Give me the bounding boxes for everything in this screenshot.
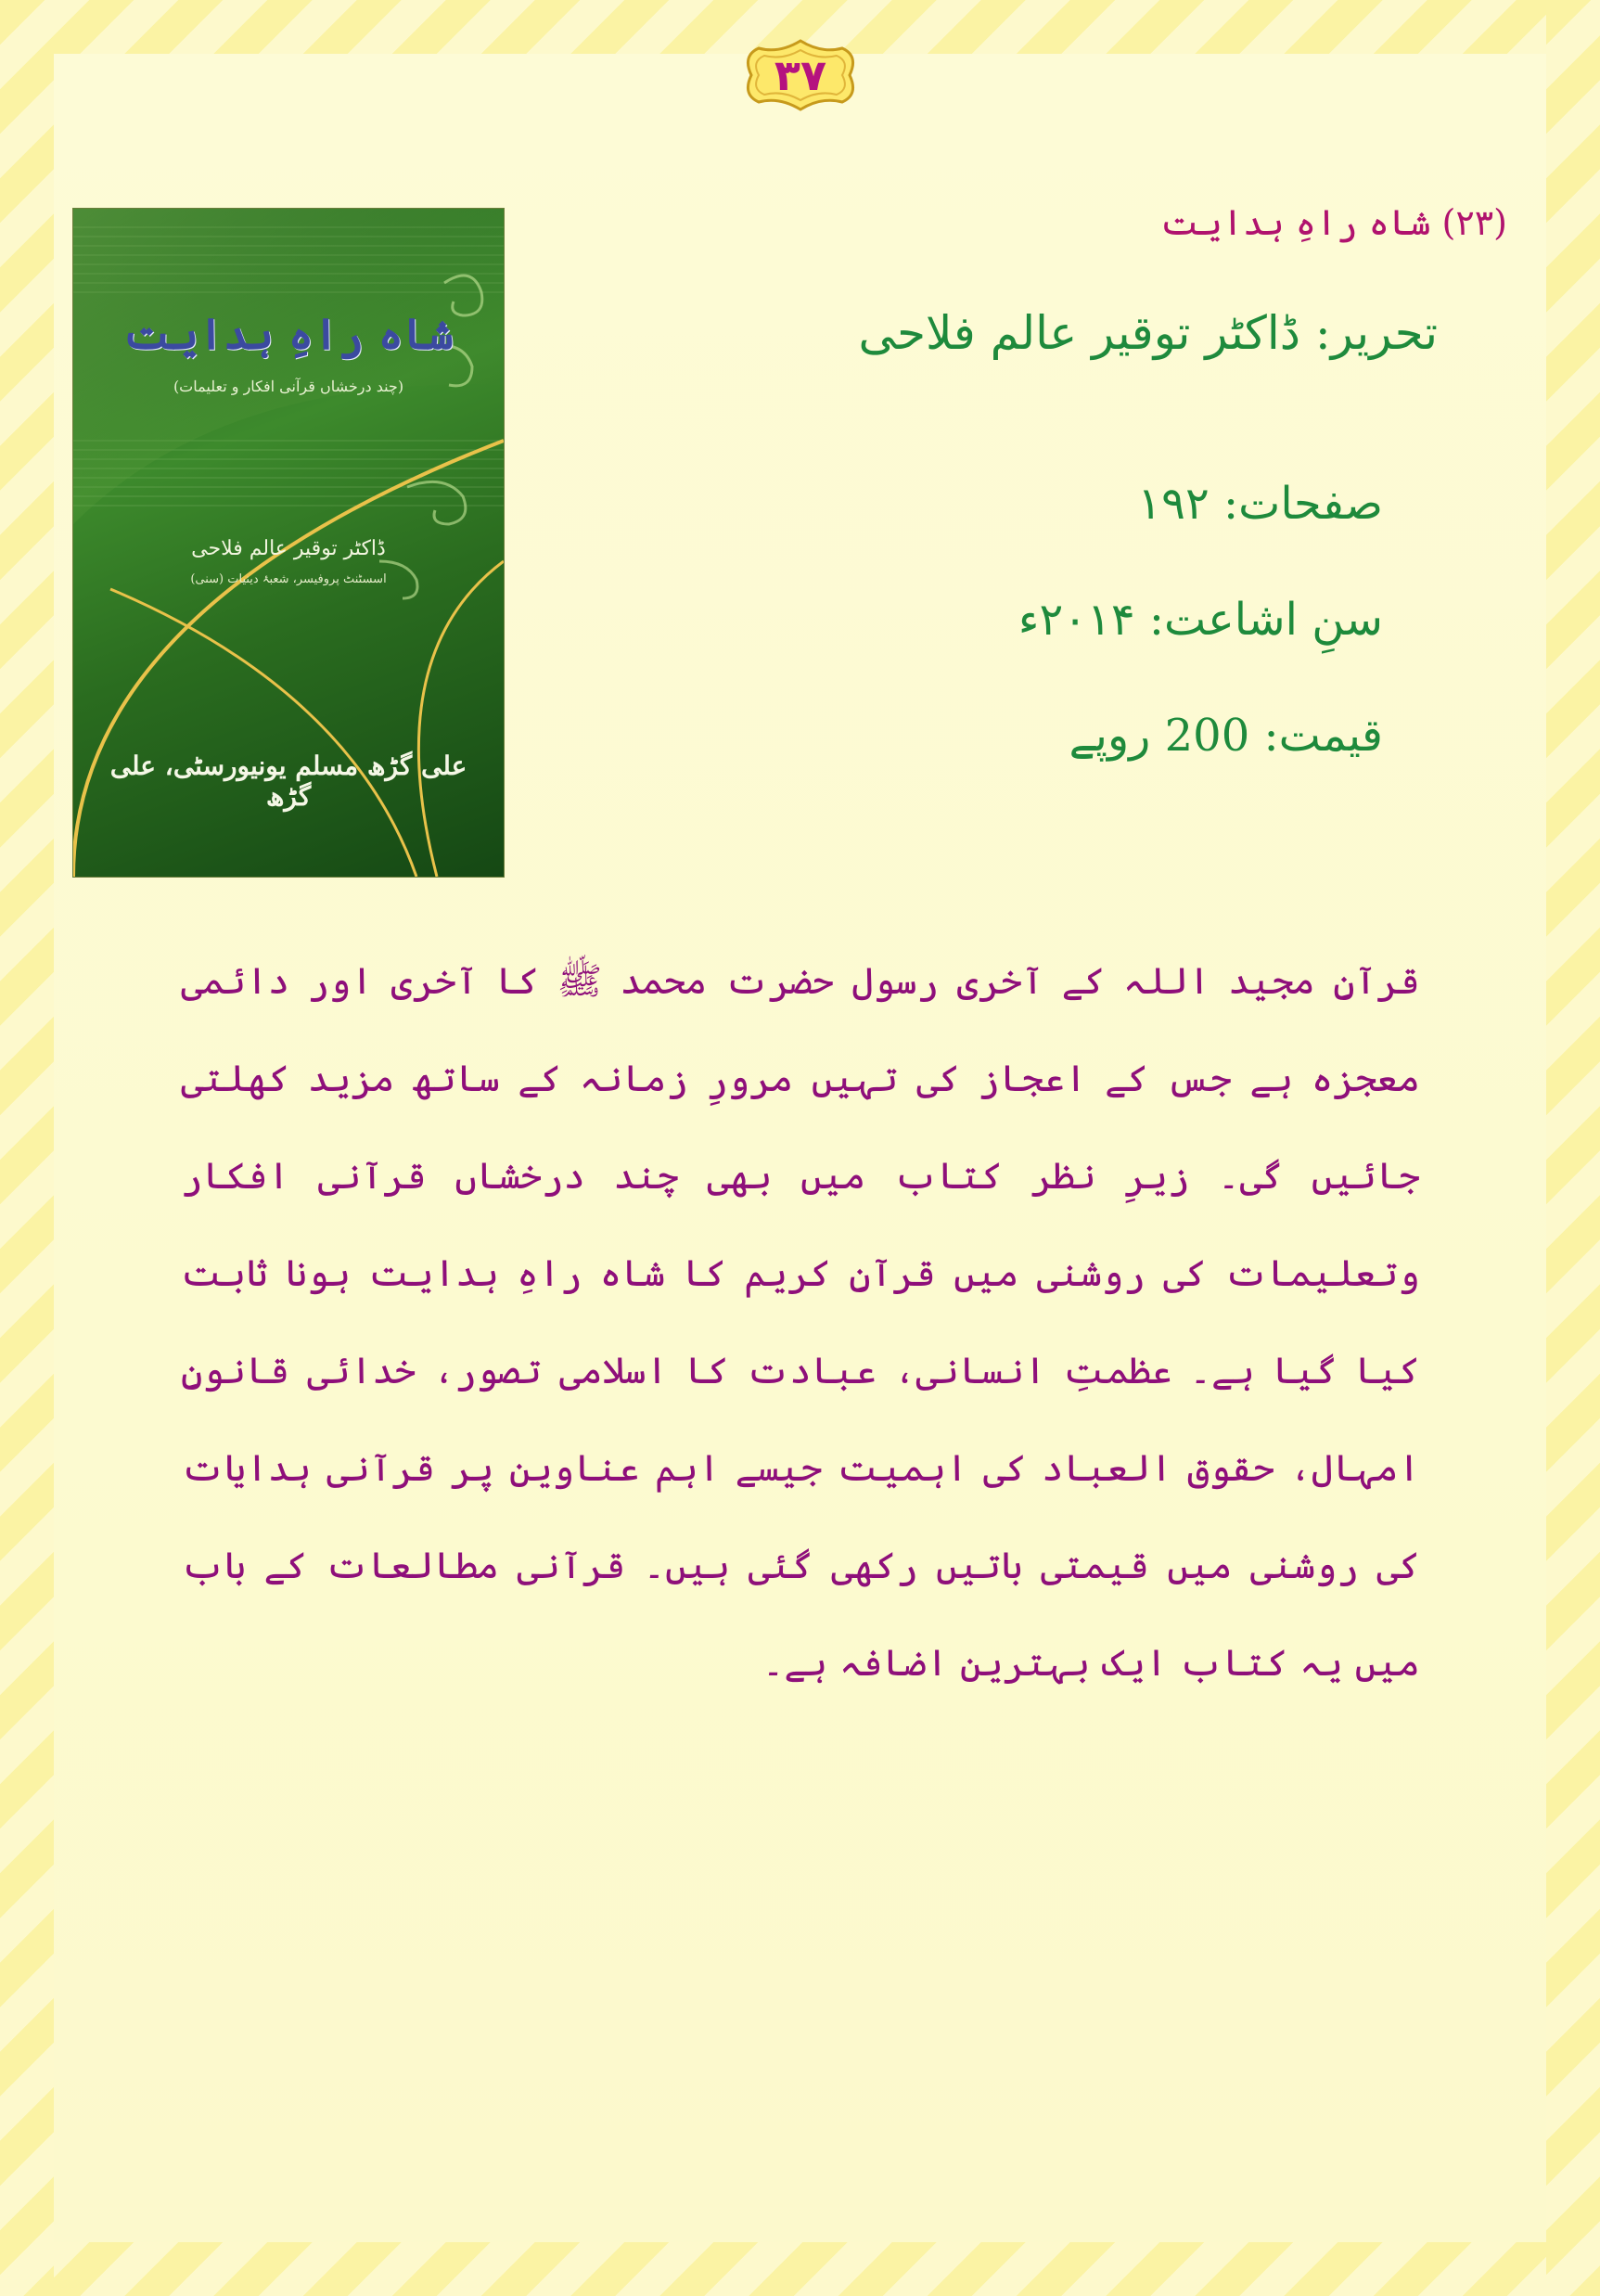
cover-title: شاہ راہِ ہدایت: [123, 309, 454, 359]
frame-border-bottom: [0, 2242, 1600, 2296]
cover-author-role: اسسٹنٹ پروفیسر، شعبۂ دینیات (سنی): [190, 572, 387, 586]
frame-border-left: [0, 0, 54, 2296]
book-title-heading: (۲۳) شاہ راہِ ہدایت: [1160, 202, 1507, 243]
cover-author: ڈاکٹر توقیر عالم فلاحی: [191, 537, 386, 560]
book-description: قرآنِ مجید اللہ کے آخری رسول حضرت محمد ﷺ کا آخری اور دائمی معجزہ ہے جس کے اعجاز کی تہیں مرورِ زمانہ کے ساتھ مزید کھلتی جائیں گی۔ زیرِ نظر کتاب میں بھی چند درخشاں قرآنی افکار وتعلیمات کی روشنی میں قرآنِ کریم کا شاہ راہِ ہدایت ہونا ثابت کیا گیا ہے۔ عظمتِ انسانی، عبادت کا اسلامی تصور، خدائی قانونِ امہال، حقوق العباد کی اہمیت جیسے اہم عناوین پر قرآنی ہدایات کی روشنی میں قیمتی باتیں رکھی گئی ہیں۔ قرآنی مطالعات کے باب میں یہ کتاب ایک بہترین اضافہ ہے۔: [181, 960, 1420, 1685]
page-number: ۳۷: [774, 50, 827, 100]
cover-publisher: علی گڑھ مسلم یونیورسٹی، علی گڑھ: [109, 750, 467, 812]
price-line: قیمت: 200 روپے: [1069, 710, 1383, 762]
book-cover-image: [72, 208, 505, 878]
cover-subtitle: (چند درخشاں قرآنی افکار و تعلیمات): [173, 378, 404, 395]
frame-border-right: [1546, 0, 1600, 2296]
publication-year-line: سنِ اشاعت: ۲۰۱۴ء: [1018, 594, 1383, 646]
page-number-badge: [742, 37, 859, 113]
author-line: تحریر: ڈاکٹر توقیر عالم فلاحی: [858, 306, 1438, 360]
pages-line: صفحات: ۱۹۲: [1137, 478, 1383, 530]
